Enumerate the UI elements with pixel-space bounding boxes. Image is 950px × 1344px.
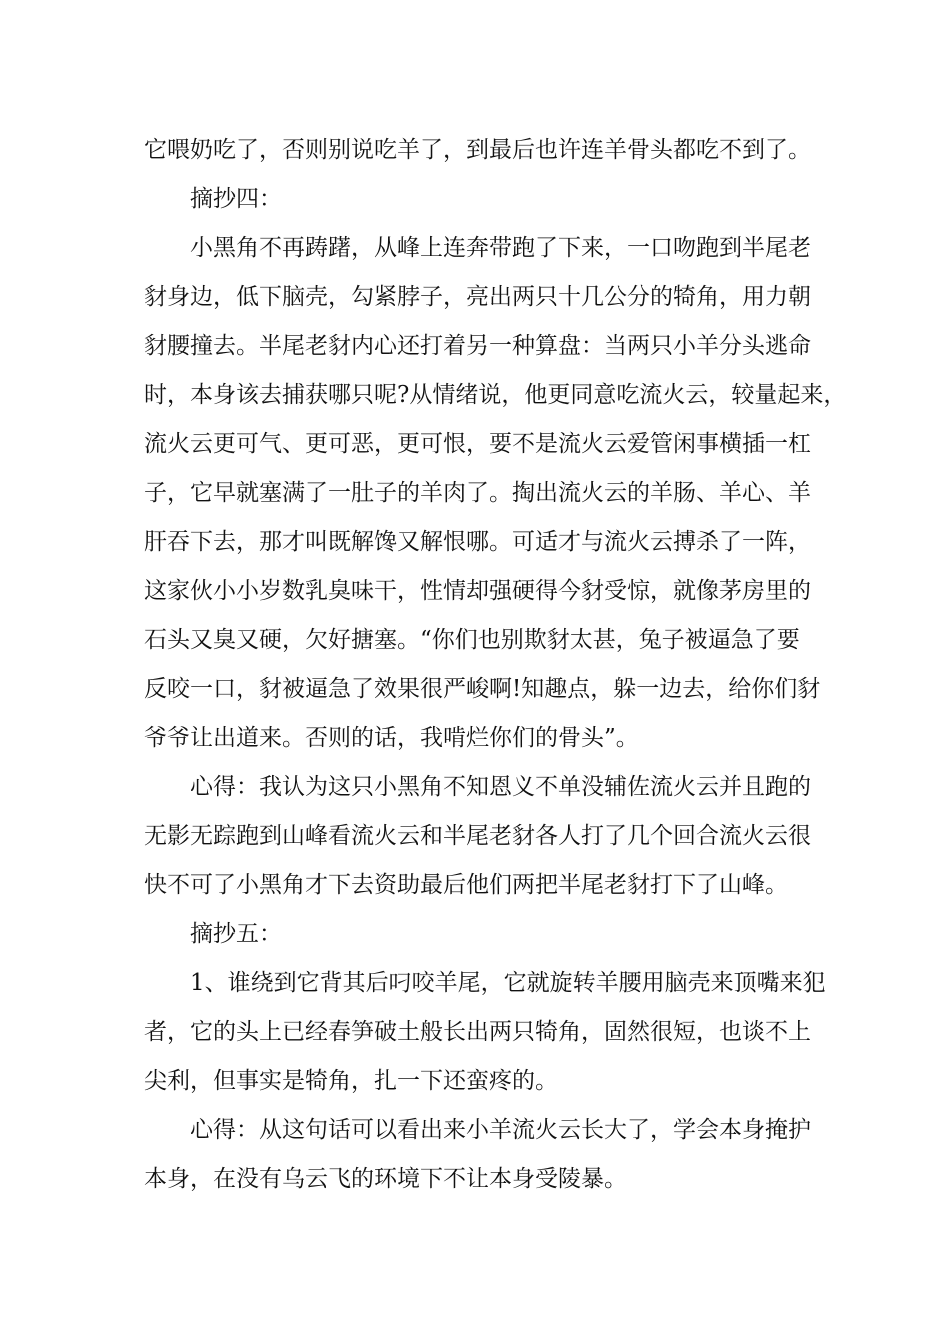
document-body bbox=[144, 126, 847, 1204]
text-line: 心得：我认为这只小黑角不知恩义不单没辅佐流火云并且跑的 bbox=[190, 774, 811, 800]
text-line: 流火云更可气、更可恶，更可恨，要不是流火云爱管闲事横插一杠 bbox=[144, 431, 811, 457]
text-line: 肝吞下去，那才叫既解馋又解恨哪。可适才与流火云搏杀了一阵， bbox=[144, 529, 811, 555]
text-line: 无影无踪跑到山峰看流火云和半尾老豺各人打了几个回合流火云很 bbox=[144, 823, 811, 849]
text-line: 时，本身该去捕获哪只呢?从情绪说，他更同意吃流火云，较量起来， bbox=[144, 382, 847, 408]
text-line: 子，它早就塞满了一肚子的羊肉了。掏出流火云的羊肠、羊心、羊 bbox=[144, 480, 811, 506]
text-line: 者，它的头上已经春笋破土般长出两只犄角，固然很短，也谈不上 bbox=[144, 1019, 811, 1045]
section-heading: 摘抄四： bbox=[190, 186, 282, 212]
text-line: 本身，在没有乌云飞的环境下不让本身受陵暴。 bbox=[144, 1166, 627, 1192]
text-line: 这家伙小小岁数乳臭味干，性情却强硬得今豺受惊，就像茅房里的 bbox=[144, 578, 811, 604]
text-line: 它喂奶吃了，否则别说吃羊了，到最后也许连羊骨头都吃不到了。 bbox=[144, 137, 811, 163]
section-heading: 摘抄五： bbox=[190, 921, 282, 947]
text-line: 快不可了小黑角才下去资助最后他们两把半尾老豺打下了山峰。 bbox=[144, 872, 788, 898]
text-line: 反咬一口，豺被逼急了效果很严峻啊!知趣点，躲一边去，给你们豺 bbox=[144, 676, 821, 702]
text-line: 1、谁绕到它背其后叼咬羊尾，它就旋转羊腰用脑壳来顶嘴来犯 bbox=[190, 970, 826, 996]
text-line: 爷爷让出道来。否则的话，我啃烂你们的骨头”。 bbox=[144, 725, 639, 751]
text-line: 心得：从这句话可以看出来小羊流火云长大了，学会本身掩护 bbox=[190, 1117, 811, 1143]
text-line: 小黑角不再踌躇，从峰上连奔带跑了下来，一口吻跑到半尾老 bbox=[190, 235, 811, 261]
text-line: 豺身边，低下脑壳，勾紧脖子，亮出两只十几公分的犄角，用力朝 bbox=[144, 284, 811, 310]
text-line: 石头又臭又硬，欠好搪塞。“你们也别欺豺太甚，兔子被逼急了要 bbox=[144, 627, 800, 653]
text-line: 尖利，但事实是犄角，扎一下还蛮疼的。 bbox=[144, 1068, 558, 1094]
text-line: 豺腰撞去。半尾老豺内心还打着另一种算盘：当两只小羊分头逃命 bbox=[144, 333, 811, 359]
